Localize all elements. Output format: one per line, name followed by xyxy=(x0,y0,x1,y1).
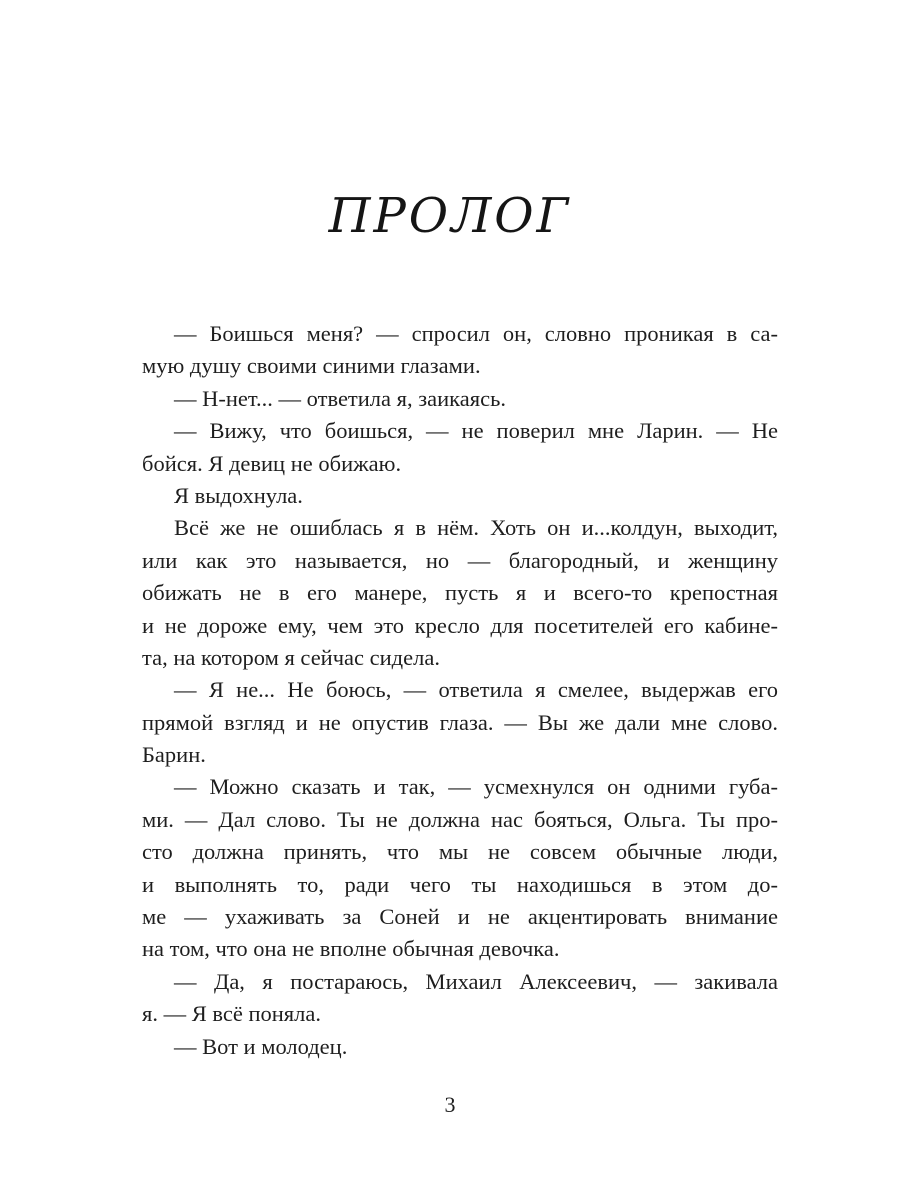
chapter-title: ПРОЛОГ xyxy=(328,188,572,244)
text-line: Я выдохнула. xyxy=(174,482,303,508)
text-line: — Да, я постараюсь, Михаил Алексеевич, — закивала xyxy=(174,968,778,994)
text-line: — Боишься меня? — спросил он, словно проникая в са- xyxy=(174,321,778,346)
text-line: и выполнять то, ради чего ты находишься в этом до- xyxy=(142,871,778,897)
text-line: та, на котором я сейчас сидела. xyxy=(142,644,440,670)
page-number: 3 xyxy=(444,1092,456,1117)
text-line: сто должна принять, что мы не совсем обычные люди, xyxy=(142,839,778,865)
text-line: я. — Я всё поняла. xyxy=(142,1001,321,1027)
text-line: — Вижу, что боишься, — не поверил мне Ларин. — Не xyxy=(174,418,778,444)
text-line: — Вот и молодец. xyxy=(174,1033,348,1059)
text-line: ми. — Дал слово. Ты не должна нас бояться, Ольга. Ты про- xyxy=(142,806,778,832)
text-line: или как это называется, но — благородный, и женщину xyxy=(142,547,778,573)
text-line: и не дороже ему, чем это кресло для посетителей его кабине- xyxy=(142,612,778,638)
text-line: ме — ухаживать за Соней и не акцентировать внимание xyxy=(142,904,778,930)
text-line: на том, что она не вполне обычная девочка. xyxy=(142,936,560,962)
text-line: мую душу своими синими глазами. xyxy=(142,353,481,379)
text-line: бойся. Я девиц не обижаю. xyxy=(142,450,402,476)
text-line: — Можно сказать и так, — усмехнулся он одними губа- xyxy=(174,774,778,800)
text-line: Всё же не ошиблась я в нём. Хоть он и...колдун, выходит, xyxy=(174,515,778,541)
text-line: Барин. xyxy=(142,742,206,768)
text-line: — Н-нет... — ответила я, заикаясь. xyxy=(174,385,506,411)
body-text xyxy=(142,318,778,1063)
text-line: обижать не в его манере, пусть я и всего-то крепостная xyxy=(142,580,778,606)
text-line: прямой взгляд и не опустив глаза. — Вы же дали мне слово. xyxy=(142,709,778,735)
text-line: — Я не... Не боюсь, — ответила я смелее, выдержав его xyxy=(174,677,778,703)
